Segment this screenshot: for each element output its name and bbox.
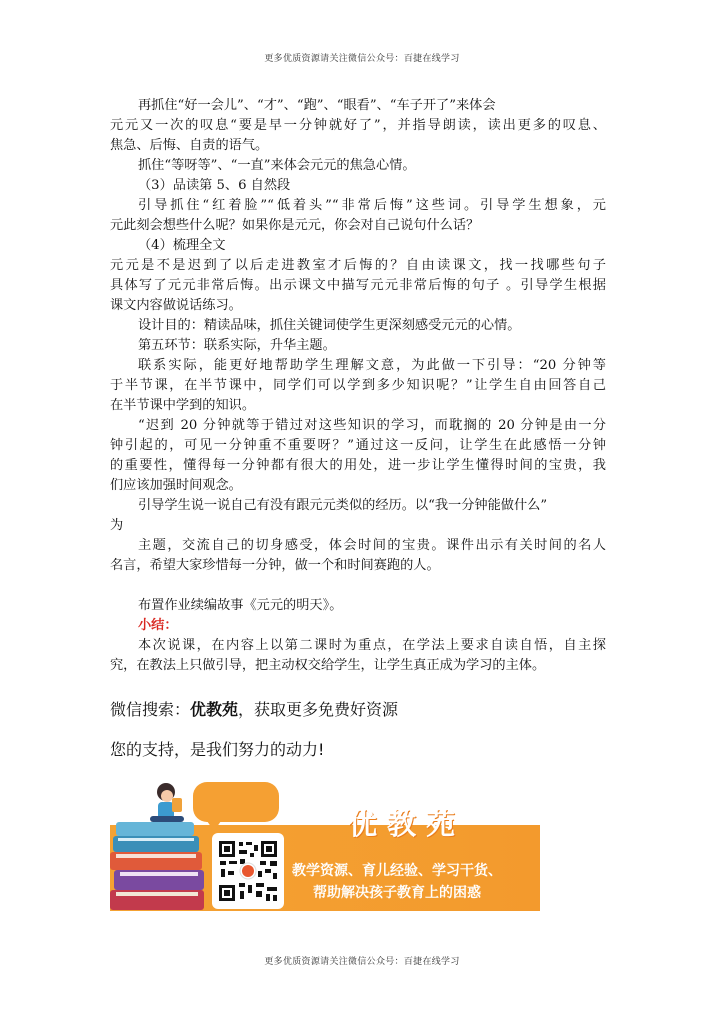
paragraph-line: “迟到 20 分钟就等于错过对这些知识的学习，而耽搁的 20 分钟是由一分 (138, 418, 606, 433)
reading-girl-books-icon (110, 780, 210, 912)
paragraph-line: 本次说课，在内容上以第二课时为重点，在学法上要求自读自悟，自主探 (138, 638, 606, 653)
paragraph-line: 名言，希望大家珍惜每一分钟，做一个和时间赛跑的人。 (110, 558, 440, 573)
paragraph-line: 课文内容做说话练习。 (110, 298, 242, 313)
qr-code-icon (212, 833, 284, 909)
promo-line-support: 您的支持，是我们努力的动力! (110, 740, 325, 759)
paragraph-line: 在半节课中学到的知识。 (110, 398, 256, 413)
banner-brand: 优教苑 (348, 807, 466, 841)
banner-slogan-1: 教学资源、育儿经验、学习干货、 (292, 863, 502, 879)
homework-line: 布置作业续编故事《元元的明天》。 (138, 598, 343, 613)
paragraph-line: 们应该加强时间观念。 (110, 478, 242, 493)
paragraph-line: 第五环节：联系实际，升华主题。 (138, 338, 336, 353)
promo-suffix: ，获取更多免费好资源 (238, 700, 399, 719)
paragraph-line: 元此刻会想些什么呢？如果你是元元，你会对自己说句什么话？ (110, 218, 480, 233)
qr-code (212, 833, 284, 909)
section-heading: （4）梳理全文 (138, 238, 226, 253)
paragraph-line: 引导抓住“红着脸”“低着头”“非常后悔”这些词。引导学生想象，元 (138, 198, 606, 213)
paragraph-line: 究，在教法上只做引导，把主动权交给学生，让学生真正成为学习的主体。 (110, 658, 546, 673)
paragraph-line: 主题，交流自己的切身感受，体会时间的宝贵。课件出示有关时间的名人 (138, 538, 606, 553)
summary-label: 小结： (138, 618, 178, 633)
paragraph-line: 元元是不是迟到了以后走进教室才后悔的？自由读课文，找一找哪些句子 (110, 258, 606, 273)
paragraph-line: 具体写了元元非常后悔。出示课文中描写元元非常后悔的句子 。引导学生根据 (110, 278, 606, 293)
paragraph-line: 元元又一次的叹息“要是早一分钟就好了”，并指导朗读，读出更多的叹息、 (110, 118, 606, 133)
paragraph-line: 的重要性，懂得每一分钟都有很大的用处，进一步让学生懂得时间的宝贵，我 (110, 458, 606, 473)
paragraph-line: 钟引起的，可见一分钟重不重要呀？”通过这一反问，让学生在此感悟一分钟 (110, 438, 606, 453)
page-header: 更多优质资源请关注微信公众号：百捷在线学习 (264, 54, 460, 64)
promo-banner (110, 780, 540, 912)
paragraph-line: 抓住“等呀等”、“一直”来体会元元的焦急心情。 (138, 158, 416, 173)
paragraph-line: 设计目的：精读品味，抓住关键词使学生更深刻感受元元的心情。 (138, 318, 521, 333)
paragraph-line: 联系实际，能更好地帮助学生理解文意，为此做一下引导：“20 分钟等 (138, 358, 606, 373)
section-heading: （3）品读第 5、6 自然段 (138, 178, 291, 193)
paragraph-line: 于半节课，在半节课中，同学们可以学到多少知识呢？”让学生自由回答自己 (110, 378, 606, 393)
promo-line-search (110, 697, 398, 720)
page-footer: 更多优质资源请关注微信公众号：百捷在线学习 (264, 957, 460, 967)
banner-slogan-2: 帮助解决孩子教育上的困惑 (313, 885, 481, 901)
promo-brand: 优教苑 (190, 700, 239, 719)
paragraph-line: 为 (110, 518, 124, 533)
promo-prefix: 微信搜索： (110, 700, 191, 719)
paragraph-line: 焦急、后悔、自责的语气。 (110, 138, 269, 153)
paragraph-line: 引导学生说一说自己有没有跟元元类似的经历。以“我一分钟能做什么” (138, 498, 548, 513)
paragraph-line: 再抓住“好一会儿”、“才”、“跑”、“眼看”、“车子开了”来体会 (138, 98, 496, 113)
